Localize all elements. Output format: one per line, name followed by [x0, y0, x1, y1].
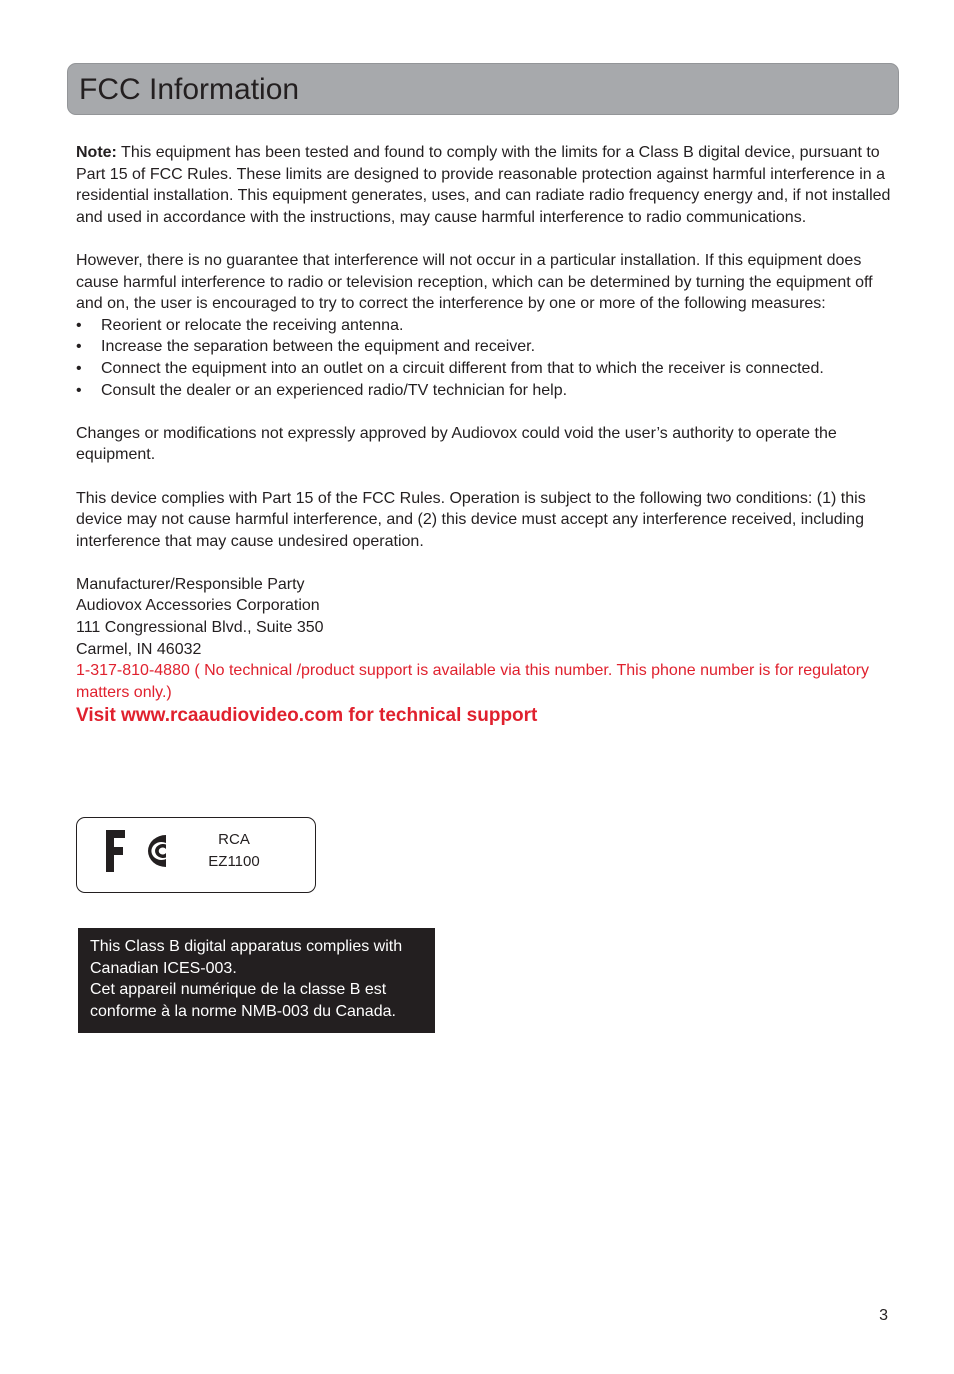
- note-label: Note:: [76, 144, 117, 161]
- bullet-icon: •: [76, 359, 82, 377]
- support-link[interactable]: Visit www.rcaaudiovideo.com for technical support: [76, 705, 538, 727]
- note-paragraph: [76, 142, 894, 228]
- address-line: Audiovox Accessories Corporation: [76, 597, 320, 615]
- list-item: • Consult the dealer or an experienced radio/TV technician for help.: [76, 380, 894, 402]
- changes-paragraph: Changes or modifications not expressly approved by Audiovox could void the user’s authority to operate the equipment.: [76, 424, 837, 464]
- ices-notice: [78, 928, 435, 1033]
- however-paragraph: However, there is no guarantee that interference will not occur in a particular installation. If this equipment does cause harmful interference to radio or television reception, which can be determined by turning the equipment off and on, the user is encouraged to try to correct the interference by one or more of the following measures:: [76, 251, 873, 313]
- fcc-label-box: [76, 817, 316, 893]
- ices-english: This Class B digital apparatus complies with Canadian ICES-003.: [90, 938, 403, 977]
- content: [76, 142, 894, 729]
- ices-french: Cet appareil numérique de la classe B est conforme à la norme NMB-003 du Canada.: [90, 981, 396, 1020]
- bullet-icon: •: [76, 316, 82, 334]
- fcc-label-text: [189, 829, 279, 873]
- address-line: 111 Congressional Blvd., Suite 350: [76, 619, 324, 637]
- list-item: • Reorient or relocate the receiving antenna.: [76, 315, 894, 337]
- page-title: FCC Information: [79, 73, 300, 106]
- address-line: Manufacturer/Responsible Party: [76, 575, 305, 593]
- fcc-model: EZ1100: [208, 853, 260, 870]
- manufacturer-address: [76, 574, 894, 660]
- page-number: 3: [879, 1307, 888, 1324]
- list-item: • Increase the separation between the equipment and receiver.: [76, 336, 894, 358]
- address-line: Carmel, IN 46032: [76, 640, 202, 658]
- bullet-icon: •: [76, 338, 82, 356]
- bullet-icon: •: [76, 381, 82, 399]
- fcc-brand: RCA: [218, 831, 250, 848]
- measures-list: [76, 315, 894, 401]
- fcc-logo-icon: [104, 828, 168, 874]
- note-text: This equipment has been tested and found to comply with the limits for a Class B digital device, pursuant to Part 15 of FCC Rules. These limits are designed to provide reasonable protection against harmful interference in a residential installation. This equipment generates, uses, and can radiate radio frequency energy and, if not installed and used in accordance with the instructions, may cause harmful interference to radio communications.: [76, 144, 891, 226]
- title-bar: [67, 63, 899, 115]
- list-item: • Connect the equipment into an outlet on a circuit different from that to which the receiver is connected.: [76, 358, 894, 380]
- phone-note: 1-317-810-4880 ( No technical /product support is available via this number. This phone number is for regulatory matters only.): [76, 662, 870, 701]
- compliance-paragraph: This device complies with Part 15 of the FCC Rules. Operation is subject to the following two conditions: (1) this device may not cause harmful interference, and (2) this device must accept any interference received, including interference that may cause undesired operation.: [76, 489, 866, 550]
